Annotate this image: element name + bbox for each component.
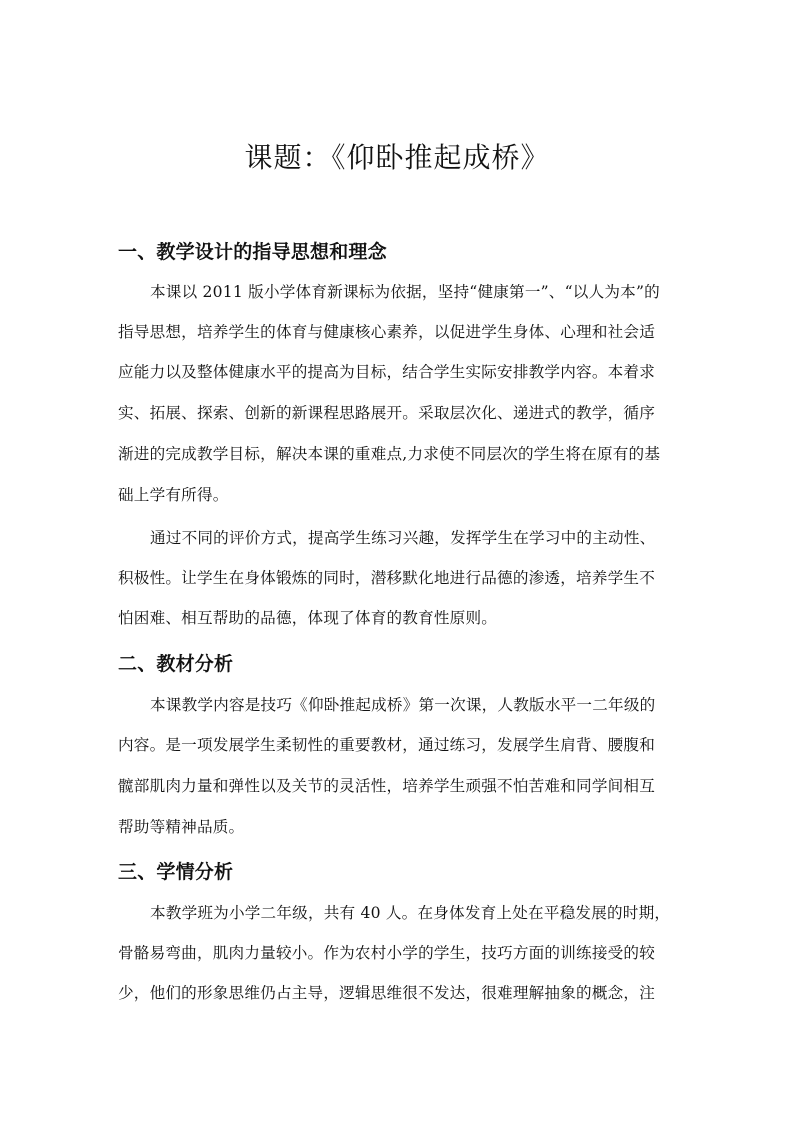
paragraph-line: 少，他们的形象思维仍占主导，逻辑思维很不发达，很难理解抽象的概念，注: [118, 984, 655, 1002]
paragraph-line: 通过不同的评价方式，提高学生练习兴趣，发挥学生在学习中的主动性、: [150, 529, 656, 547]
paragraph-line: 本教学班为小学二年级，共有 40 人。在身体发育上处在平稳发展的时期，: [150, 904, 671, 922]
paragraph-line: 积极性。让学生在身体锻炼的同时，潜移默化地进行品德的渗透，培养学生不: [118, 569, 655, 587]
paragraph-line: 渐进的完成教学目标，解决本课的重难点,力求使不同层次的学生将在原有的基: [118, 445, 661, 463]
paragraph-line: 髋部肌肉力量和弹性以及关节的灵活性，培养学生顽强不怕苦难和同学间相互: [118, 777, 655, 795]
paragraph-line: 帮助等精神品质。: [118, 818, 245, 836]
paragraph-line: 实、拓展、探索、创新的新课程思路展开。采取层次化、递进式的教学，循序: [118, 404, 655, 422]
section-heading-3: 三、学情分析: [118, 861, 234, 883]
paragraph-line: 指导思想，培养学生的体育与健康核心素养，以促进学生身体、心理和社会适: [118, 323, 655, 341]
page-title: 课题：《仰卧推起成桥》: [244, 141, 550, 174]
paragraph-line: 础上学有所得。: [118, 486, 229, 504]
paragraph-line: 本课以 2011 版小学体育新课标为依据，坚持“健康第一”、“以人为本”的: [150, 283, 660, 301]
paragraph-line: 骨骼易弯曲，肌肉力量较小。作为农村小学的学生，技巧方面的训练接受的较: [118, 944, 655, 962]
paragraph-line: 本课教学内容是技巧《仰卧推起成桥》第一次课，人教版水平一二年级的: [150, 696, 656, 714]
paragraph-line: 应能力以及整体健康水平的提高为目标，结合学生实际安排教学内容。本着求: [118, 363, 655, 381]
paragraph-line: 怕困难、相互帮助的品德，体现了体育的教育性原则。: [118, 609, 498, 627]
section-heading-2: 二、教材分析: [118, 653, 234, 675]
paragraph-line: 内容。是一项发展学生柔韧性的重要教材，通过练习，发展学生肩背、腰腹和: [118, 736, 655, 754]
section-heading-1: 一、教学设计的指导思想和理念: [118, 241, 387, 263]
